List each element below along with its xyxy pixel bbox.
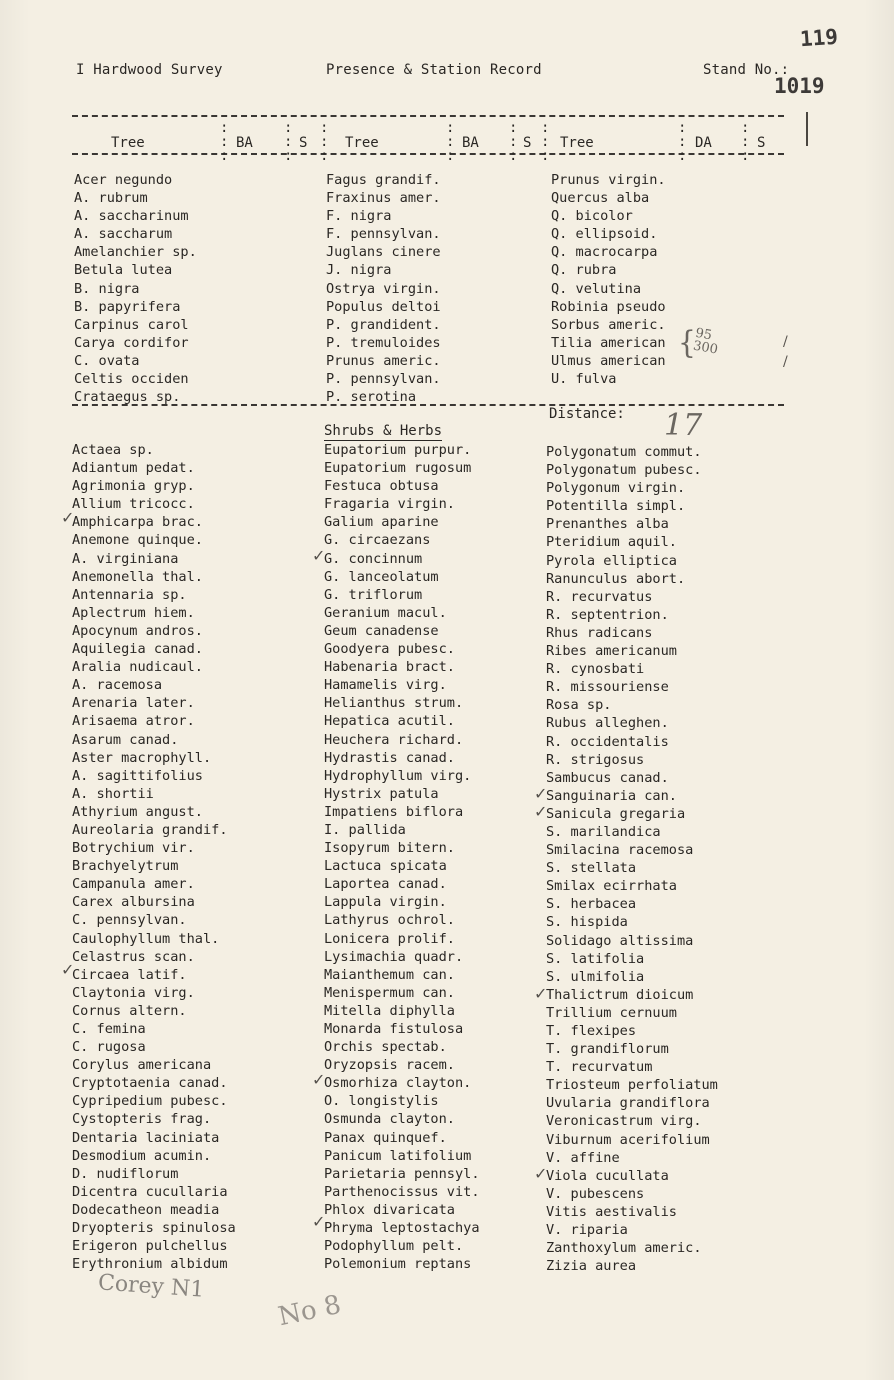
herb-species: Veronicastrum virg. <box>546 1113 702 1130</box>
herb-species: Zanthoxylum americ. <box>546 1240 702 1257</box>
herb-species: Cornus altern. <box>72 1002 187 1019</box>
herb-species: Viola cucullata <box>546 1167 669 1184</box>
stand-label: Stand No.: <box>703 62 790 78</box>
herb-species: Fragaria virgin. <box>324 496 455 513</box>
herb-species: I. pallida <box>324 821 406 838</box>
tree-species: Populus deltoi <box>326 298 441 315</box>
herb-species: Dicentra cucullaria <box>72 1183 228 1200</box>
col-header-da: DA <box>695 135 712 151</box>
herb-species: Aplectrum hiem. <box>72 604 195 621</box>
tree-species: Carya cordifor <box>74 334 189 351</box>
col-header-s-1: S <box>299 135 308 151</box>
herb-species: Aquilegia canad. <box>72 641 203 658</box>
tree-species: A. saccharinum <box>74 208 189 225</box>
tree-species: Ostrya virgin. <box>326 280 441 297</box>
tree-species: B. papyrifera <box>74 298 181 315</box>
herb-species: Adiantum pedat. <box>72 460 195 477</box>
herb-species: Aster macrophyll. <box>72 749 212 766</box>
tree-list-1 <box>74 171 197 406</box>
herb-species: Allium tricocc. <box>72 496 195 513</box>
herb-species: Sambucus canad. <box>546 769 669 786</box>
tree-species: Betula lutea <box>74 262 173 279</box>
herb-species: Panax quinquef. <box>324 1129 447 1146</box>
herb-species: Corylus americana <box>72 1057 212 1074</box>
herb-species: G. concinnum <box>324 550 423 567</box>
herb-species: Rhus radicans <box>546 624 653 641</box>
check-mark: ✓ <box>312 1070 326 1089</box>
tree-species: P. serotina <box>326 389 417 406</box>
tree-species: Ulmus american <box>551 352 666 369</box>
section-dash <box>72 404 784 406</box>
tree-species: Fagus grandif. <box>326 172 441 188</box>
herb-species: Claytonia virg. <box>72 984 195 1001</box>
herb-species: S. stellata <box>546 860 637 877</box>
tree-species: Q. rubra <box>551 262 617 279</box>
pencil-note-left: Corey N1 <box>97 1270 206 1303</box>
herb-species: A. shortii <box>72 785 154 802</box>
herb-species: Rubus alleghen. <box>546 715 669 732</box>
herb-species: Asarum canad. <box>72 731 179 748</box>
herb-species: Lonicera prolif. <box>324 930 455 947</box>
herb-species: Eupatorium rugosum <box>324 460 472 477</box>
herb-species: Lathyrus ochrol. <box>324 912 455 929</box>
header-top-dash <box>72 115 784 117</box>
tree-species: Prunus virgin. <box>551 172 666 188</box>
herb-species: R. missouriense <box>546 679 669 696</box>
tree-species: Q. ellipsoid. <box>551 226 658 243</box>
herb-species: Hydrophyllum virg. <box>324 767 472 784</box>
tree-species: Q. velutina <box>551 280 642 297</box>
margin-mark <box>806 112 808 146</box>
herb-species: Monarda fistulosa <box>324 1021 464 1037</box>
tree-species: C. ovata <box>74 352 140 369</box>
tree-species: B. nigra <box>74 280 140 297</box>
tree-species: Tilia american <box>551 334 666 351</box>
herb-species: Eupatorium purpur. <box>324 442 472 458</box>
herb-species: Impatiens biflora <box>324 803 464 820</box>
tilia-brace: { <box>678 324 696 361</box>
stand-stamp-bottom: 1019 <box>774 74 825 98</box>
herb-species: V. pubescens <box>546 1185 645 1202</box>
herb-species: S. ulmifolia <box>546 968 645 985</box>
herb-species: T. recurvatum <box>546 1059 653 1076</box>
herb-species: Phlox divaricata <box>324 1201 455 1218</box>
herb-species: Lappula virgin. <box>324 894 447 911</box>
herb-species: A. sagittifolius <box>72 767 203 784</box>
tilia-tally: / <box>783 334 788 350</box>
herb-species: Heuchera richard. <box>324 731 464 748</box>
tree-species: P. grandident. <box>326 316 441 333</box>
herb-species: Sanicula gregaria <box>546 805 686 822</box>
herb-species: Dentaria laciniata <box>72 1129 220 1146</box>
check-mark: ✓ <box>534 1164 548 1183</box>
col-header-ba-2: BA <box>462 135 479 151</box>
herb-species: Habenaria bract. <box>324 659 455 676</box>
herb-species: D. nudiflorum <box>72 1165 179 1182</box>
herb-species: Laportea canad. <box>324 876 447 893</box>
herb-list-1 <box>72 441 236 1273</box>
tree-species: P. pennsylvan. <box>326 371 441 388</box>
herb-species: Menispermum can. <box>324 984 455 1001</box>
herb-species: Cypripedium pubesc. <box>72 1093 228 1110</box>
herb-species: Dryopteris spinulosa <box>72 1220 236 1237</box>
herb-species: A. racemosa <box>72 677 163 694</box>
tree-species: Carpinus carol <box>74 316 189 333</box>
sep-7: : : : <box>678 120 687 164</box>
herb-species: Ranunculus abort. <box>546 570 686 587</box>
record-title: Presence & Station Record <box>326 62 542 78</box>
check-mark: ✓ <box>534 784 548 803</box>
herb-species: Agrimonia gryp. <box>72 478 195 495</box>
pencil-note-mid: No 8 <box>275 1289 344 1333</box>
tree-species: Celtis occiden <box>74 371 189 388</box>
herb-species: Geum canadense <box>324 622 439 639</box>
tree-species: Quercus alba <box>551 190 650 207</box>
herb-species: R. recurvatus <box>546 588 653 605</box>
herb-species: Pteridium aquil. <box>546 534 677 551</box>
herb-species: Erythronium albidum <box>72 1256 228 1273</box>
herb-species: Aralia nudicaul. <box>72 659 203 676</box>
herb-species: Trillium cernuum <box>546 1004 677 1021</box>
col-header-s-2: S <box>523 135 532 151</box>
herb-species: Potentilla simpl. <box>546 498 686 515</box>
herb-species: Anemonella thal. <box>72 568 203 585</box>
herb-species: Actaea sp. <box>72 442 154 458</box>
tree-species: Prunus americ. <box>326 352 441 369</box>
herb-species: S. marilandica <box>546 823 661 840</box>
herb-species: Polemonium reptans <box>324 1256 472 1273</box>
check-mark: ✓ <box>61 960 75 979</box>
herb-species: Athyrium angust. <box>72 803 203 820</box>
herb-species: Festuca obtusa <box>324 478 439 495</box>
herb-species: Isopyrum bitern. <box>324 840 455 857</box>
tree-list-3 <box>551 171 666 388</box>
herb-species: Maianthemum can. <box>324 966 455 983</box>
herb-species: R. occidentalis <box>546 733 669 750</box>
herb-species: S. latifolia <box>546 950 645 967</box>
survey-title: I Hardwood Survey <box>76 62 223 78</box>
herb-species: Triosteum perfoliatum <box>546 1077 718 1094</box>
tree-list-2 <box>326 171 441 406</box>
herb-species: Viburnum acerifolium <box>546 1131 710 1148</box>
sep-1: : : : <box>220 120 229 164</box>
herb-species: Hydrastis canad. <box>324 749 455 766</box>
tree-species: Q. bicolor <box>551 208 633 225</box>
herb-species: Amphicarpa brac. <box>72 514 203 531</box>
herb-species: Celastrus scan. <box>72 948 195 965</box>
herb-species: Carex albursina <box>72 894 195 911</box>
herb-species: Hamamelis virg. <box>324 677 447 694</box>
ulmus-tally: / <box>783 354 788 370</box>
herb-species: Aureolaria grandif. <box>72 821 228 838</box>
herb-species: O. longistylis <box>324 1093 439 1110</box>
herb-species: Hystrix patula <box>324 785 439 802</box>
tree-species: Sorbus americ. <box>551 316 666 333</box>
herb-species: Geranium macul. <box>324 604 447 621</box>
herb-species: Anemone quinque. <box>72 532 203 549</box>
herb-species: Vitis aestivalis <box>546 1203 677 1220</box>
herb-species: Lactuca spicata <box>324 858 447 875</box>
herb-species: Dodecatheon meadia <box>72 1201 220 1218</box>
tree-species: Robinia pseudo <box>551 298 666 315</box>
herb-species: Parthenocissus vit. <box>324 1183 480 1200</box>
tree-species: Juglans cinere <box>326 244 441 261</box>
herb-species: Orchis spectab. <box>324 1039 447 1056</box>
herb-species: V. riparia <box>546 1222 628 1239</box>
herb-species: R. strigosus <box>546 751 645 768</box>
tree-species: F. pennsylvan. <box>326 226 441 243</box>
herb-species: C. pennsylvan. <box>72 912 187 929</box>
herb-species: Prenanthes alba <box>546 516 669 533</box>
herb-species: R. cynosbati <box>546 661 645 678</box>
herb-species: Ribes americanum <box>546 643 677 660</box>
herb-species: Smilax ecirrhata <box>546 878 677 895</box>
herb-species: C. femina <box>72 1021 146 1037</box>
herb-species: Erigeron pulchellus <box>72 1238 228 1255</box>
herb-species: Oryzopsis racem. <box>324 1057 455 1074</box>
tree-species: Fraxinus amer. <box>326 190 441 207</box>
sep-3: : : : <box>320 120 329 164</box>
herb-list-2 <box>324 441 480 1273</box>
herb-species: G. circaezans <box>324 532 431 549</box>
herb-species: Galium aparine <box>324 514 439 531</box>
sep-2: : : : <box>284 120 293 164</box>
check-mark: ✓ <box>312 546 326 565</box>
col-header-tree-1: Tree <box>111 135 145 151</box>
tree-species: A. rubrum <box>74 190 148 207</box>
check-mark: ✓ <box>534 802 548 821</box>
herb-species: T. grandiflorum <box>546 1041 669 1058</box>
tree-species: J. nigra <box>326 262 392 279</box>
herb-species: Polygonatum pubesc. <box>546 462 702 479</box>
herb-species: Goodyera pubesc. <box>324 641 455 658</box>
tree-species: Acer negundo <box>74 172 173 188</box>
herb-species: Parietaria pennsyl. <box>324 1165 480 1182</box>
distance-label: Distance: <box>549 406 625 422</box>
herb-species: C. rugosa <box>72 1039 146 1056</box>
herb-species: Solidago altissima <box>546 932 694 949</box>
herb-species: Campanula amer. <box>72 876 195 893</box>
herb-species: Arenaria later. <box>72 695 195 712</box>
herb-species: Smilacina racemosa <box>546 842 694 859</box>
stand-stamp-top: 119 <box>799 24 839 52</box>
col-header-tree-3: Tree <box>560 135 594 151</box>
tree-species: Crataegus sp. <box>74 389 181 406</box>
herb-species: Mitella diphylla <box>324 1002 455 1019</box>
sep-8: : : : <box>741 120 750 164</box>
sep-5: : : : <box>509 120 518 164</box>
herb-species: Cryptotaenia canad. <box>72 1075 228 1092</box>
herb-species: Lysimachia quadr. <box>324 948 464 965</box>
col-header-ba-1: BA <box>236 135 253 151</box>
check-mark: ✓ <box>534 984 548 1003</box>
distance-value: 17 <box>664 408 703 443</box>
tree-species: Q. macrocarpa <box>551 244 658 261</box>
herb-species: Arisaema atror. <box>72 713 195 730</box>
herb-species: Podophyllum pelt. <box>324 1238 464 1255</box>
herb-species: T. flexipes <box>546 1023 637 1039</box>
herb-species: Osmorhiza clayton. <box>324 1075 472 1092</box>
herb-species: Caulophyllum thal. <box>72 930 220 947</box>
herb-species: Antennaria sp. <box>72 586 187 603</box>
herb-species: Uvularia grandiflora <box>546 1095 710 1112</box>
herb-species: Sanguinaria can. <box>546 787 677 804</box>
herb-species: Helianthus strum. <box>324 695 464 712</box>
herb-species: S. herbacea <box>546 896 637 913</box>
herb-species: Panicum latifolium <box>324 1147 472 1164</box>
herb-species: G. lanceolatum <box>324 568 439 585</box>
herb-species: Botrychium vir. <box>72 840 195 857</box>
sep-6: : : : <box>541 120 550 164</box>
herb-species: Hepatica acutil. <box>324 713 455 730</box>
herb-species: Polygonatum commut. <box>546 444 702 460</box>
herb-species: Thalictrum dioicum <box>546 986 694 1003</box>
tree-species: Amelanchier sp. <box>74 244 197 261</box>
herb-list-3 <box>546 443 718 1275</box>
col-header-s-3: S <box>757 135 766 151</box>
check-mark: ✓ <box>61 508 75 527</box>
sep-4: : : : <box>446 120 455 164</box>
tree-species: U. fulva <box>551 371 617 388</box>
herb-species: Osmunda clayton. <box>324 1111 455 1128</box>
tree-species: A. saccharum <box>74 226 173 243</box>
herb-species: Phryma leptostachya <box>324 1220 480 1237</box>
herb-species: Brachyelytrum <box>72 858 179 875</box>
herb-species: A. virginiana <box>72 550 179 567</box>
herb-species: V. affine <box>546 1149 620 1166</box>
herb-species: G. triflorum <box>324 586 423 603</box>
herb-species: R. septentrion. <box>546 606 669 623</box>
check-mark: ✓ <box>312 1212 326 1231</box>
tree-species: P. tremuloides <box>326 334 441 351</box>
herb-species: S. hispida <box>546 914 628 931</box>
herb-species: Rosa sp. <box>546 697 612 714</box>
herb-species: Circaea latif. <box>72 966 187 983</box>
herb-species: Cystopteris frag. <box>72 1111 212 1128</box>
herb-species: Zizia aurea <box>546 1258 637 1275</box>
tilia-note: 95 300 <box>691 325 719 358</box>
herb-species: Polygonum virgin. <box>546 480 686 497</box>
herb-species: Desmodium acumin. <box>72 1147 212 1164</box>
tree-species: F. nigra <box>326 208 392 225</box>
col-header-tree-2: Tree <box>345 135 379 151</box>
herb-species: Apocynum andros. <box>72 622 203 639</box>
shrubs-heading: Shrubs & Herbs <box>324 423 443 439</box>
herb-species: Pyrola elliptica <box>546 552 677 569</box>
